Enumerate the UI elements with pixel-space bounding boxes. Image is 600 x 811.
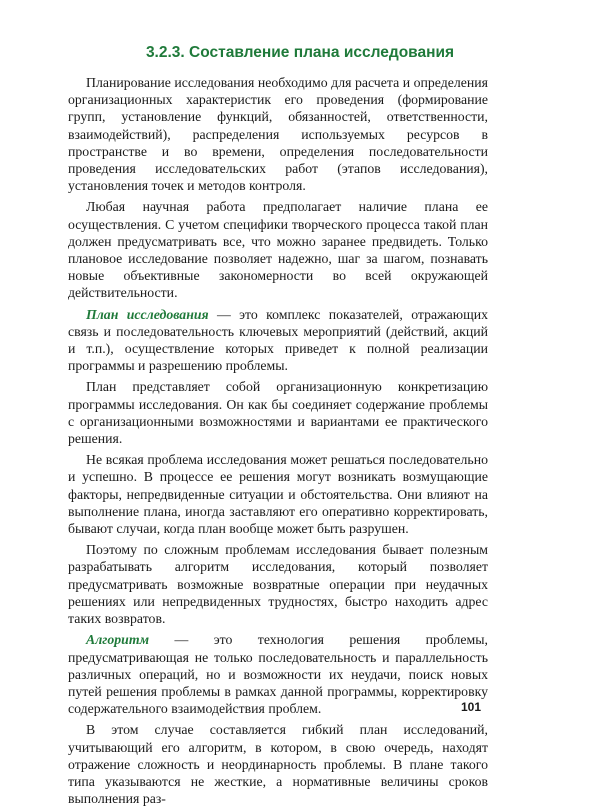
paragraph-disturbances: Не всякая проблема исследования может решаться последовательно и успешно. В процессе ее решения могут возникать возмущающие факторы, непредвиденные ситуации и обстоятельства. Они влияют на выполнение плана, иногда заставляют его оперативно корректировать, бывают случаи, когда план вообще может быть разрушен. [68, 452, 488, 537]
algorithm-definition-text: — это технология решения проблемы, предусматривающая не только последовательность и параллельность различных операций, но и возможности их неудачи, поиск новых путей решения проблемы в рамках данной программы, корректировку содержательного взаимодействия проблем. [68, 632, 488, 717]
page-body [68, 74, 488, 811]
section-title: 3.2.3. Составление плана исследования [145, 44, 455, 61]
term-plan: План исследования [86, 306, 209, 322]
paragraph-algorithm-definition [68, 631, 488, 717]
paragraph-flexible-plan: В этом случае составляется гибкий план исследований, учитывающий его алгоритм, в котором, в свою очередь, находят отражение сложность и неординарность проблемы. В плане такого типа указываются не жесткие, а нормативные величины сроков выполнения раз- [68, 722, 488, 807]
paragraph-scientific-work: Любая научная работа предполагает наличие плана ее осуществления. С учетом специфики творческого процесса такой план должен предусматривать все, что можно заранее предвидеть. Только плановое исследование позволяет надежно, шаг за шагом, познавать новые объективные закономерности во всей окружающей действительности. [68, 199, 488, 301]
paragraph-plan-definition [68, 306, 488, 375]
paragraph-algorithm-use: Поэтому по сложным проблемам исследования бывает полезным разрабатывать алгоритм исследования, который позволяет предусматривать возможные возвратные операции при неудачных решениях или непредвиденных трудностях, быстро находить адрес таких возвратов. [68, 542, 488, 627]
page-number: 101 [461, 700, 482, 714]
term-algorithm: Алгоритм [86, 632, 150, 648]
plan-definition-text: — это комплекс показателей, отражающих связь и последовательность ключевых мероприятий (действий, акций и т.п.), осуществление которых приведет к полной реализации программы и разрешению проблемы. [68, 306, 488, 374]
paragraph-plan-concretization: План представляет собой организационную конкретизацию программы исследования. Он как бы соединяет содержание проблемы с организационными возможностями и вариантами ее практического решения. [68, 379, 488, 447]
paragraph-planning: Планирование исследования необходимо для расчета и определения организационных характеристик его проведения (формирование групп, установление функций, обязанностей, ответственности, взаимодействий), распределения используемых ресурсов в пространстве и во времени, определения последовательности проведения исследовательских работ (этапов исследования), установления точек и методов контроля. [68, 75, 488, 194]
